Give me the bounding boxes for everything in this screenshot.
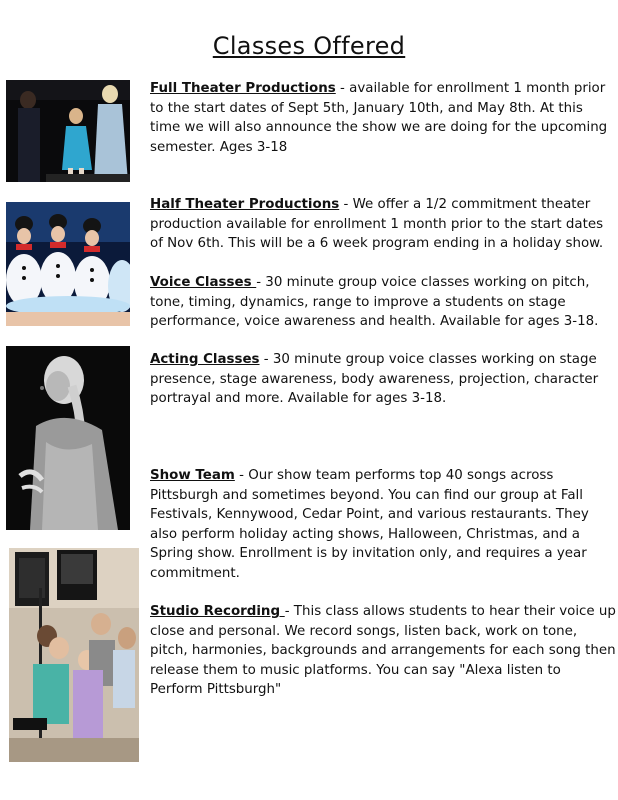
section-body: - available for enrollment 1 month prior to the start dates of Sept 5th, January 10th, and May 8th. At this time we will also announce the show we are doing for the upcoming semester. Ages 3-18 — [150, 81, 608, 155]
dancers-costume-photo — [6, 202, 130, 326]
section-body: - Our show team performs top 40 songs across Pittsburgh and sometimes beyond. You can find our group at Fall Festivals, Kennywood, Cedar Point, and various restaurants. They also perform holiday acting shows, Halloween, Christmas, and a Spring show. Enrollment is by invitation only, and requires a year commitment. — [150, 468, 589, 581]
section-heading: Voice Classes — [150, 275, 257, 290]
section-heading: Acting Classes — [150, 352, 260, 367]
section-voice-classes — [150, 273, 616, 332]
section-studio-recording — [150, 602, 616, 700]
section-show-team — [150, 466, 616, 583]
section-heading: Full Theater Productions — [150, 81, 336, 96]
section-heading: Show Team — [150, 468, 235, 483]
page-title: Classes Offered — [212, 32, 406, 60]
section-full-theater — [150, 79, 616, 157]
section-heading: Half Theater Productions — [150, 197, 340, 212]
section-body: - 30 minute group voice classes working on pitch, tone, timing, dynamics, range to improve a students on stage performance, voice awareness and health. Available for ages 3-18. — [150, 275, 599, 329]
section-body: - 30 minute group voice classes working on stage presence, stage awareness, body awareness, projection, character portrayal and more. Available for ages 3-18. — [150, 352, 599, 406]
recording-studio-photo — [9, 548, 139, 762]
section-heading: Studio Recording — [150, 604, 285, 619]
stage-production-photo — [6, 80, 130, 182]
section-half-theater — [150, 195, 616, 254]
performer-bw-photo — [6, 346, 130, 530]
section-acting-classes — [150, 350, 616, 409]
section-body: - This class allows students to hear their voice up close and personal. We record songs, listen back, work on tone, pitch, harmonies, backgrounds and arrangements for each song then release them to music platforms. You can say "Alexa listen to Perform Pittsburgh" — [150, 604, 616, 697]
section-body: - We offer a 1/2 commitment theater production available for enrollment 1 month prior to the start dates of Nov 6th. This will be a 6 week program ending in a holiday show. — [150, 197, 604, 251]
